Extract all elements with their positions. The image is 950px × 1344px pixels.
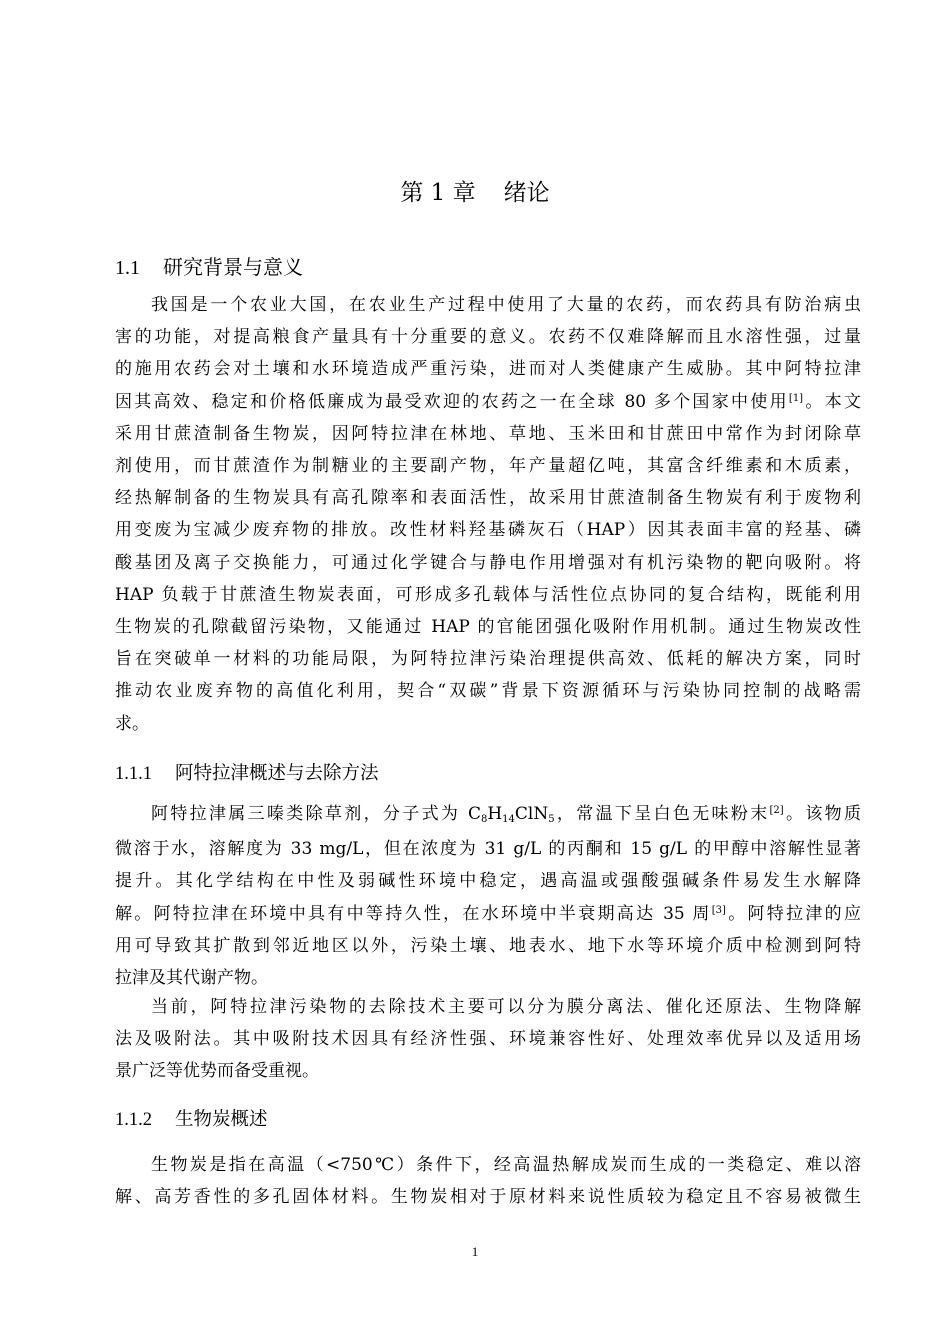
text-line: 微溶于水，溶解度为 33 mg/L，但在浓度为 31 g/L 的丙酮和 15 g/L 的甲醇中溶解性显著 bbox=[115, 839, 861, 860]
text-line: 的施用农药会对土壤和水环境造成严重污染，进而对人类健康产生威胁。其中阿特拉津 bbox=[115, 359, 861, 380]
section-heading-1-1-1 bbox=[115, 760, 379, 788]
section-number: 1.1.2 bbox=[115, 1110, 152, 1130]
section-heading-1-1-2 bbox=[115, 1106, 268, 1134]
text-line: 采用甘蔗渣制备生物炭，因阿特拉津在林地、草地、玉米田和甘蔗田中常作为封闭除草 bbox=[115, 423, 861, 444]
section-number: 1.1.1 bbox=[115, 764, 152, 784]
section-number: 1.1 bbox=[115, 257, 140, 279]
text-line: 经热解制备的生物炭具有高孔隙率和表面活性，故采用甘蔗渣制备生物炭有利于废物利 bbox=[115, 488, 861, 509]
citation-ref: [2] bbox=[769, 805, 784, 816]
text-line: 解、高芳香性的多孔固体材料。生物炭相对于原材料来说性质较为稳定且不容易被微生 bbox=[115, 1187, 861, 1208]
text-run: H bbox=[487, 804, 503, 824]
text-run: 。阿特拉津的应 bbox=[725, 903, 861, 924]
text-line: 拉津及其代谢产物。 bbox=[115, 968, 268, 989]
text-line: 生物炭的孔隙截留污染物，又能通过 HAP 的官能团强化吸附作用机制。通过生物炭改性 bbox=[115, 617, 861, 638]
section-title: 研究背景与意义 bbox=[163, 255, 303, 279]
chapter-name: 绪论 bbox=[503, 180, 550, 206]
text-line: 我国是一个农业大国，在农业生产过程中使用了大量的农药，而农药具有防治病虫 bbox=[151, 295, 861, 315]
text-line bbox=[115, 898, 861, 930]
text-line: 用可导致其扩散到邻近地区以外，污染土壤、地表水、地下水等环境介质中检测到阿特 bbox=[115, 935, 861, 956]
text-line: 当前，阿特拉津污染物的去除技术主要可以分为膜分离法、催化还原法、生物降解 bbox=[151, 997, 861, 1017]
text-run: 因其高效、稳定和价格低廉成为最受欢迎的农药之一在全球 80 多个国家中使用 bbox=[115, 391, 789, 412]
citation-ref: [3] bbox=[711, 904, 726, 916]
text-line: 生物炭是指在高温（<750℃）条件下，经高温热解成炭而生成的一类稳定、难以溶 bbox=[151, 1155, 861, 1175]
text-line: 提升。其化学结构在中性及弱碱性环境中稳定，遇高温或强酸强碱条件易发生水解降 bbox=[115, 871, 861, 892]
text-run: ，常温下呈白色无味粉末 bbox=[554, 804, 770, 824]
section-title: 生物炭概述 bbox=[175, 1109, 268, 1130]
paragraph-background bbox=[115, 289, 861, 740]
page-number: 1 bbox=[471, 1244, 479, 1259]
subscript: 14 bbox=[502, 814, 515, 825]
text-line: 酸基团及离子交换能力，可通过化学键合与静电作用增强对有机污染物的靶向吸附。将 bbox=[115, 552, 861, 573]
paragraph-atrazine bbox=[115, 798, 861, 994]
text-run: ClN bbox=[514, 804, 549, 824]
text-run: 。本文 bbox=[803, 391, 861, 412]
subscript: 8 bbox=[480, 814, 488, 825]
text-line bbox=[115, 798, 861, 833]
text-line: 法及吸附法。其中吸附技术因具有经济性强、环境兼容性好、处理效率优异以及适用场 bbox=[115, 1029, 861, 1050]
text-line: 旨在突破单一材料的功能局限，为阿特拉津污染治理提供高效、低耗的解决方案，同时 bbox=[115, 649, 861, 670]
text-run: 解。阿特拉津在环境中具有中等持久性，在水环境中半衰期高达 35 周 bbox=[115, 903, 712, 924]
text-line: 害的功能，对提高粮食产量具有十分重要的意义。农药不仅难降解而且水溶性强，过量 bbox=[115, 327, 861, 348]
text-line: 景广泛等优势而备受重视。 bbox=[115, 1061, 319, 1082]
subscript: 5 bbox=[548, 814, 555, 825]
text-line: 用变废为宝减少废弃物的排放。改性材料羟基磷灰石（HAP）因其表面丰富的羟基、磷 bbox=[115, 520, 861, 541]
text-run: 阿特拉津属三嗪类除草剂，分子式为 C bbox=[151, 804, 481, 824]
text-line: HAP 负载于甘蔗渣生物炭表面，可形成多孔载体与活性位点协同的复合结构，既能利用 bbox=[115, 584, 861, 605]
section-title: 阿特拉津概述与去除方法 bbox=[175, 763, 379, 784]
chapter-title bbox=[0, 176, 950, 210]
text-run: 。该物质 bbox=[783, 804, 862, 824]
citation-ref: [1] bbox=[788, 392, 804, 404]
paragraph-removal-methods bbox=[115, 991, 861, 1088]
text-line bbox=[115, 386, 861, 418]
paragraph-biochar bbox=[115, 1149, 861, 1213]
text-line: 推动农业废弃物的高值化利用，契合“双碳”背景下资源循环与污染协同控制的战略需 bbox=[115, 681, 861, 702]
text-line: 求。 bbox=[115, 713, 149, 734]
section-heading-1-1 bbox=[115, 252, 303, 283]
text-line: 剂使用，而甘蔗渣作为制糖业的主要副产物，年产量超亿吨，其富含纤维素和木质素， bbox=[115, 456, 861, 477]
chapter-number: 第 1 章 bbox=[400, 180, 476, 206]
